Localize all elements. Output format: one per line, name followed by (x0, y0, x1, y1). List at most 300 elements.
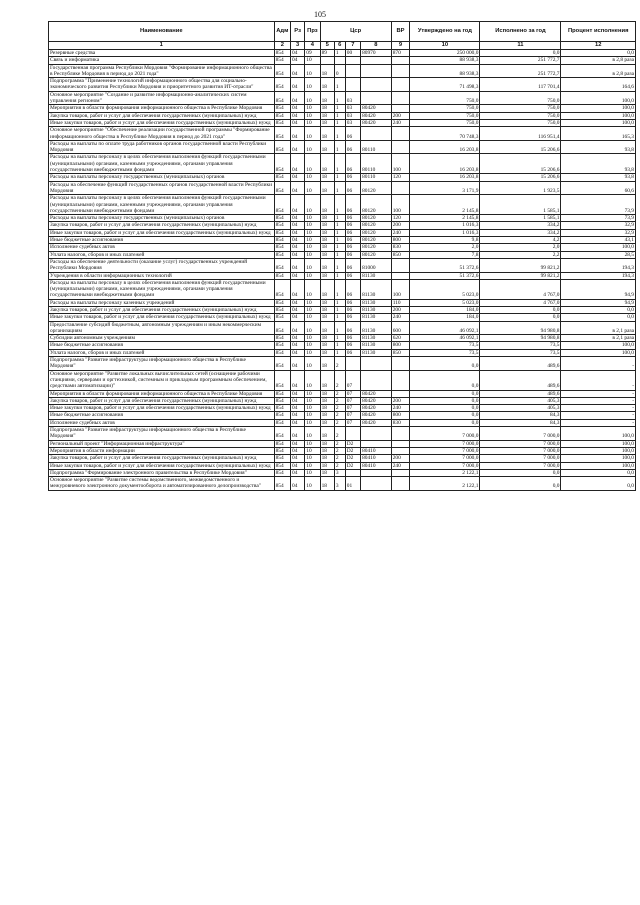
cell-vr (391, 440, 410, 447)
cell-csr-direction: 81130 (361, 314, 392, 321)
cell-executed: 251 772,7 (480, 64, 561, 78)
cell-percent: 28,5 (561, 251, 636, 258)
cell-name: Иные закупки товаров, работ и услуг для обеспечения государственных (муниципальных) нужд (49, 314, 275, 321)
cell-vr: 870 (391, 50, 410, 57)
cell-prz: 10 (305, 140, 320, 154)
table-row (49, 119, 636, 126)
cell-percent: 43,1 (561, 237, 636, 244)
table-row (49, 306, 636, 313)
table-row (49, 370, 636, 390)
cell-csr-subprogram: 1 (334, 50, 345, 57)
cell-percent: - (561, 397, 636, 404)
col-header-adm: Адм (274, 22, 290, 42)
table-row (49, 440, 636, 447)
col-number: 4 (305, 42, 320, 50)
cell-vr (391, 78, 410, 92)
cell-csr-subprogram: 1 (334, 215, 345, 222)
cell-prz: 10 (305, 91, 320, 105)
cell-approved: 46 092,1 (410, 335, 480, 342)
cell-approved: 2 122,1 (410, 477, 480, 491)
cell-csr-direction: 81130 (361, 272, 392, 279)
cell-executed: 750,0 (480, 119, 561, 126)
cell-name: Основное мероприятие "Развитие системы ведомственного, межведомственного и межуровневого электронного документооборота и автоматизированного делопроизводства" (49, 477, 275, 491)
table-row (49, 154, 636, 174)
budget-execution-table (48, 21, 636, 491)
cell-csr-subprogram: 1 (334, 279, 345, 299)
cell-csr-event (345, 57, 360, 64)
cell-csr-event: 06 (345, 299, 360, 306)
cell-name: Мероприятия в области формирования информационного общества в Республике Мордовия (49, 105, 275, 112)
cell-vr (391, 140, 410, 154)
cell-executed: 4 767,0 (480, 279, 561, 299)
cell-csr-program: 18 (320, 112, 334, 119)
cell-csr-program: 18 (320, 127, 334, 141)
cell-csr-direction: 80110 (361, 174, 392, 181)
cell-csr-event: 06 (345, 229, 360, 236)
cell-vr (391, 64, 410, 78)
cell-csr-program: 18 (320, 105, 334, 112)
table-row (49, 105, 636, 112)
cell-csr-subprogram: 1 (334, 91, 345, 105)
cell-prz: 10 (305, 335, 320, 342)
cell-vr: 800 (391, 412, 410, 419)
cell-prz: 10 (305, 272, 320, 279)
cell-prz: 10 (305, 357, 320, 371)
cell-prz: 10 (305, 222, 320, 229)
table-row (49, 272, 636, 279)
cell-prz: 10 (305, 279, 320, 299)
cell-executed: 94 980,8 (480, 335, 561, 342)
cell-rz: 04 (291, 335, 305, 342)
cell-csr-subprogram: 1 (334, 299, 345, 306)
cell-vr (391, 477, 410, 491)
cell-csr-event: D2 (345, 462, 360, 469)
cell-rz: 04 (291, 440, 305, 447)
cell-executed: 7 000,0 (480, 440, 561, 447)
cell-percent: 194,3 (561, 272, 636, 279)
cell-adm: 854 (274, 181, 290, 195)
cell-executed: 73,5 (480, 342, 561, 349)
cell-vr: 100 (391, 154, 410, 174)
cell-rz: 04 (291, 405, 305, 412)
cell-percent: 94,9 (561, 299, 636, 306)
cell-percent: 0,0 (561, 469, 636, 476)
table-row (49, 112, 636, 119)
cell-approved: 5 023,0 (410, 279, 480, 299)
cell-approved: 5 023,0 (410, 299, 480, 306)
cell-csr-event (345, 78, 360, 92)
table-row (49, 140, 636, 154)
cell-csr-direction (361, 477, 392, 491)
cell-csr-subprogram: 1 (334, 258, 345, 272)
cell-approved: 184,0 (410, 314, 480, 321)
cell-csr-event: 06 (345, 314, 360, 321)
cell-name: Предоставление субсидий бюджетным, автономным учреждениям и иным некоммерческим организациям (49, 321, 275, 335)
cell-csr-event: 06 (345, 251, 360, 258)
cell-executed: 117 701,4 (480, 78, 561, 92)
cell-rz: 04 (291, 469, 305, 476)
cell-approved: 0,0 (410, 357, 480, 371)
cell-csr-direction: 81130 (361, 335, 392, 342)
cell-executed: 405,3 (480, 405, 561, 412)
cell-name: Закупка товаров, работ и услуг для обеспечения государственных (муниципальных) нужд (49, 112, 275, 119)
cell-rz: 04 (291, 462, 305, 469)
cell-vr: 240 (391, 314, 410, 321)
cell-executed: 0,0 (480, 306, 561, 313)
cell-approved: 7 000,0 (410, 440, 480, 447)
cell-csr-program: 89 (320, 50, 334, 57)
table-row (49, 412, 636, 419)
cell-rz: 04 (291, 222, 305, 229)
cell-approved: 70 748,3 (410, 127, 480, 141)
cell-vr: 850 (391, 349, 410, 356)
cell-percent: 32,9 (561, 229, 636, 236)
cell-csr-event: 07 (345, 405, 360, 412)
cell-percent: 73,9 (561, 195, 636, 215)
cell-vr (391, 447, 410, 454)
cell-percent: в 2,1 раза (561, 335, 636, 342)
cell-csr-direction: 80110 (361, 140, 392, 154)
cell-csr-subprogram: 1 (334, 112, 345, 119)
cell-adm: 854 (274, 258, 290, 272)
cell-csr-program: 18 (320, 258, 334, 272)
cell-name: Подпрограмма "Применение технологий информационного общества для социально-экономического развития Республики Мордовия и приоритетного развития ИТ-отрасли" (49, 78, 275, 92)
cell-name: Расходы на выплаты персоналу государственных (муниципальных) органов (49, 174, 275, 181)
cell-name: Подпрограмма "Формирование электронного правительства в Республике Мордовия" (49, 469, 275, 476)
cell-rz: 04 (291, 229, 305, 236)
cell-vr: 850 (391, 251, 410, 258)
cell-executed: 7 000,0 (480, 462, 561, 469)
cell-csr-event: 06 (345, 306, 360, 313)
cell-vr: 100 (391, 195, 410, 215)
table-row (49, 462, 636, 469)
cell-executed: 0,0 (480, 50, 561, 57)
cell-executed: 750,0 (480, 91, 561, 105)
cell-csr-direction: 80420 (361, 412, 392, 419)
cell-csr-direction: 80110 (361, 154, 392, 174)
cell-rz: 04 (291, 412, 305, 419)
table-row (49, 455, 636, 462)
cell-csr-program: 18 (320, 91, 334, 105)
cell-prz: 10 (305, 229, 320, 236)
cell-csr-event: 06 (345, 127, 360, 141)
cell-percent: 93,8 (561, 140, 636, 154)
cell-name: Подпрограмма "Развитие инфраструктуры информационного общества в Республике Мордовия" (49, 427, 275, 441)
cell-csr-event: 06 (345, 222, 360, 229)
cell-rz: 04 (291, 154, 305, 174)
cell-rz: 04 (291, 50, 305, 57)
cell-csr-program: 18 (320, 390, 334, 397)
table-row (49, 349, 636, 356)
cell-rz: 04 (291, 237, 305, 244)
cell-percent: 164,6 (561, 78, 636, 92)
cell-adm: 854 (274, 78, 290, 92)
cell-adm: 854 (274, 462, 290, 469)
table-row (49, 397, 636, 404)
cell-approved: 7 000,0 (410, 462, 480, 469)
cell-csr-subprogram: 1 (334, 321, 345, 335)
cell-csr-event: 06 (345, 181, 360, 195)
table-row (49, 419, 636, 426)
table-row (49, 477, 636, 491)
col-header-approved: Утверждено на год (410, 22, 480, 42)
cell-csr-program: 18 (320, 215, 334, 222)
cell-name: Основное мероприятие "Развитие локальных вычислительных сетей (оснащение рабочими станциями, серверами и оргтехникой, системным и прикладным программным обеспечением, средствами автоматизации)" (49, 370, 275, 390)
cell-rz: 04 (291, 299, 305, 306)
cell-executed: 2,0 (480, 244, 561, 251)
col-number: 9 (391, 42, 410, 50)
cell-csr-event: 03 (345, 119, 360, 126)
cell-approved: 750,0 (410, 112, 480, 119)
cell-csr-program: 18 (320, 272, 334, 279)
cell-approved: 51 372,6 (410, 258, 480, 272)
cell-prz: 10 (305, 237, 320, 244)
cell-rz: 04 (291, 251, 305, 258)
cell-name: Учреждения в области информационных технологий (49, 272, 275, 279)
cell-csr-event: 06 (345, 321, 360, 335)
cell-vr (391, 390, 410, 397)
cell-csr-subprogram: 2 (334, 405, 345, 412)
cell-csr-direction (361, 127, 392, 141)
cell-executed: 73,5 (480, 349, 561, 356)
cell-name: Иные бюджетные ассигнования (49, 342, 275, 349)
cell-approved: 0,0 (410, 405, 480, 412)
cell-prz: 10 (305, 154, 320, 174)
col-header-executed: Исполнено за год (480, 22, 561, 42)
cell-percent: 100,0 (561, 105, 636, 112)
table-row (49, 335, 636, 342)
cell-prz: 10 (305, 447, 320, 454)
table-row (49, 57, 636, 64)
cell-approved: 250 000,0 (410, 50, 480, 57)
cell-csr-direction (361, 469, 392, 476)
cell-executed: 94 980,8 (480, 321, 561, 335)
cell-rz: 04 (291, 306, 305, 313)
cell-rz: 04 (291, 370, 305, 390)
cell-csr-subprogram: 1 (334, 195, 345, 215)
cell-rz: 04 (291, 357, 305, 371)
cell-approved: 71 498,3 (410, 78, 480, 92)
cell-executed: 489,6 (480, 357, 561, 371)
cell-executed: 15 206,6 (480, 154, 561, 174)
cell-approved: 2 122,1 (410, 469, 480, 476)
cell-executed: 99 821,2 (480, 258, 561, 272)
cell-approved: 7 000,0 (410, 455, 480, 462)
cell-name: Закупка товаров, работ и услуг для обеспечения государственных (муниципальных) нужд (49, 397, 275, 404)
cell-csr-subprogram: 2 (334, 390, 345, 397)
cell-adm: 854 (274, 299, 290, 306)
cell-approved: 88 938,3 (410, 57, 480, 64)
col-number: 1 (49, 42, 275, 50)
cell-csr-event: 06 (345, 335, 360, 342)
table-row (49, 342, 636, 349)
cell-csr-event: 06 (345, 174, 360, 181)
cell-csr-program: 18 (320, 440, 334, 447)
cell-csr-direction (361, 91, 392, 105)
cell-approved: 750,0 (410, 91, 480, 105)
col-number: 5 (320, 42, 334, 50)
cell-approved: 0,0 (410, 419, 480, 426)
cell-percent: 32,9 (561, 222, 636, 229)
cell-percent: 100,0 (561, 119, 636, 126)
cell-csr-subprogram: 1 (334, 105, 345, 112)
cell-approved: 0,0 (410, 412, 480, 419)
cell-rz: 04 (291, 57, 305, 64)
cell-adm: 854 (274, 222, 290, 229)
cell-prz: 10 (305, 57, 320, 64)
cell-adm: 854 (274, 57, 290, 64)
table-row (49, 174, 636, 181)
col-number: 8 (361, 42, 392, 50)
cell-vr (391, 272, 410, 279)
cell-executed: 99 821,2 (480, 272, 561, 279)
cell-rz: 04 (291, 215, 305, 222)
cell-csr-event: 06 (345, 195, 360, 215)
cell-adm: 854 (274, 447, 290, 454)
cell-approved: 73,5 (410, 349, 480, 356)
cell-percent: 0,0 (561, 50, 636, 57)
cell-csr-subprogram: 1 (334, 272, 345, 279)
cell-name: Мероприятия в области информации (49, 447, 275, 454)
cell-approved: 1 016,3 (410, 229, 480, 236)
cell-prz: 10 (305, 105, 320, 112)
cell-adm: 854 (274, 405, 290, 412)
cell-vr: 600 (391, 321, 410, 335)
cell-csr-subprogram: 1 (334, 314, 345, 321)
cell-vr: 800 (391, 342, 410, 349)
cell-prz: 10 (305, 427, 320, 441)
cell-percent: - (561, 419, 636, 426)
cell-csr-event: 06 (345, 154, 360, 174)
cell-csr-program: 18 (320, 469, 334, 476)
cell-csr-direction: 81130 (361, 306, 392, 313)
cell-percent: - (561, 370, 636, 390)
cell-rz: 04 (291, 127, 305, 141)
table-row (49, 447, 636, 454)
cell-csr-subprogram: 1 (334, 349, 345, 356)
cell-approved: 3 171,9 (410, 181, 480, 195)
table-row (49, 195, 636, 215)
page-number: 105 (314, 10, 326, 19)
cell-csr-direction: 81130 (361, 321, 392, 335)
cell-csr-event: 07 (345, 412, 360, 419)
cell-rz: 04 (291, 78, 305, 92)
cell-name: Основное мероприятие "Обеспечение реализации государственной программы "Формирование информационного общества в Республике Мордовия в период до 2021 года" (49, 127, 275, 141)
cell-executed: 7 000,0 (480, 455, 561, 462)
cell-adm: 854 (274, 195, 290, 215)
cell-adm: 854 (274, 357, 290, 371)
header-row (49, 22, 636, 42)
cell-rz: 04 (291, 455, 305, 462)
table-row (49, 237, 636, 244)
cell-csr-event (345, 64, 360, 78)
cell-adm: 854 (274, 91, 290, 105)
cell-prz: 10 (305, 244, 320, 251)
cell-prz: 10 (305, 412, 320, 419)
cell-executed: 1 923,5 (480, 181, 561, 195)
table-row (49, 390, 636, 397)
cell-executed: 405,3 (480, 397, 561, 404)
col-header-rz: Рз (291, 22, 305, 42)
cell-executed: 489,6 (480, 390, 561, 397)
cell-csr-event: 06 (345, 272, 360, 279)
cell-approved: 0,0 (410, 370, 480, 390)
cell-csr-direction: 80410 (361, 455, 392, 462)
cell-csr-event: 01 (345, 477, 360, 491)
cell-csr-event (345, 427, 360, 441)
cell-csr-direction: 80420 (361, 397, 392, 404)
cell-csr-subprogram: 1 (334, 154, 345, 174)
cell-csr-program: 18 (320, 477, 334, 491)
cell-csr-program (320, 57, 334, 64)
column-number-row (49, 42, 636, 50)
table-row (49, 215, 636, 222)
cell-vr: 620 (391, 335, 410, 342)
cell-adm: 854 (274, 64, 290, 78)
cell-percent: 100,0 (561, 447, 636, 454)
cell-prz: 10 (305, 314, 320, 321)
cell-executed: 15 206,6 (480, 174, 561, 181)
cell-adm: 854 (274, 237, 290, 244)
cell-adm: 854 (274, 314, 290, 321)
cell-name: Расходы на выплаты персоналу в целях обеспечения выполнения функций государственными (муниципальными) органами, казенными учреждениями, органами управления государственными внебюджетными фондами (49, 279, 275, 299)
cell-vr (391, 357, 410, 371)
cell-percent: 93,8 (561, 154, 636, 174)
cell-csr-subprogram (334, 57, 345, 64)
col-number: 2 (274, 42, 290, 50)
col-number: 3 (291, 42, 305, 50)
table-row (49, 222, 636, 229)
cell-csr-direction: 80420 (361, 112, 392, 119)
cell-rz: 04 (291, 64, 305, 78)
cell-adm: 854 (274, 140, 290, 154)
cell-vr (391, 258, 410, 272)
cell-prz: 10 (305, 370, 320, 390)
cell-csr-program: 18 (320, 342, 334, 349)
cell-approved: 46 092,1 (410, 321, 480, 335)
col-header-name: Наименование (49, 22, 275, 42)
cell-adm: 854 (274, 272, 290, 279)
cell-name: Иные закупки товаров, работ и услуг для обеспечения государственных (муниципальных) нужд (49, 405, 275, 412)
cell-prz: 10 (305, 397, 320, 404)
cell-percent: - (561, 412, 636, 419)
cell-executed: 0,0 (480, 314, 561, 321)
cell-prz: 10 (305, 349, 320, 356)
table-row (49, 244, 636, 251)
cell-csr-program: 18 (320, 405, 334, 412)
cell-percent: 100,0 (561, 91, 636, 105)
cell-rz: 04 (291, 477, 305, 491)
cell-adm: 854 (274, 419, 290, 426)
cell-rz: 04 (291, 419, 305, 426)
cell-approved: 51 372,6 (410, 272, 480, 279)
cell-rz: 04 (291, 140, 305, 154)
cell-vr (391, 91, 410, 105)
cell-csr-direction: 80420 (361, 419, 392, 426)
cell-approved: 0,0 (410, 390, 480, 397)
cell-executed: 15 206,6 (480, 140, 561, 154)
table-row (49, 181, 636, 195)
cell-vr: 240 (391, 229, 410, 236)
cell-csr-program: 18 (320, 370, 334, 390)
cell-csr-event: 00 (345, 50, 360, 57)
cell-approved: 16 203,8 (410, 140, 480, 154)
cell-csr-direction: 80120 (361, 181, 392, 195)
table-row (49, 357, 636, 371)
cell-percent: 0,0 (561, 477, 636, 491)
cell-csr-event: 06 (345, 140, 360, 154)
cell-csr-program: 18 (320, 251, 334, 258)
